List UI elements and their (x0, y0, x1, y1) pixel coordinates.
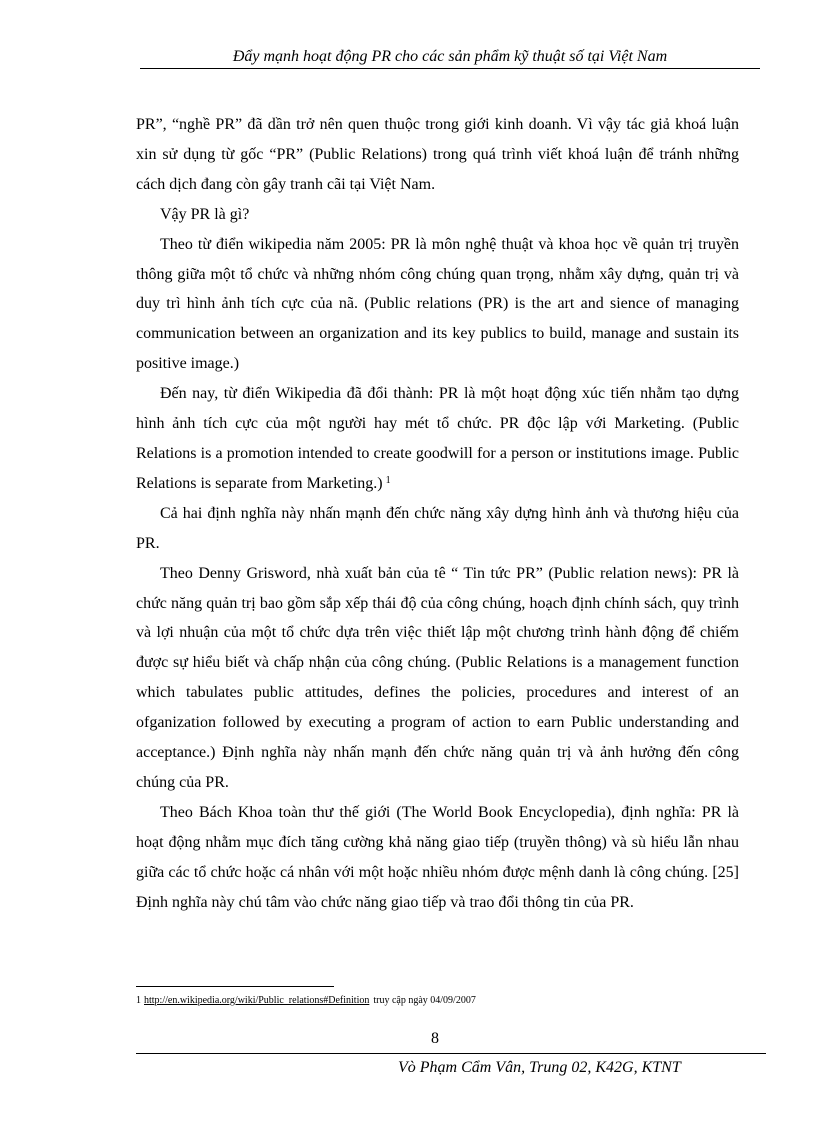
paragraph-wikipedia-current-text: Đến nay, từ điển Wikipedia đã đổi thành: PR là một hoạt động xúc tiến nhằm tạo dựng hình ảnh tích cực của một người hay mét tổ chức. PR độc lập với Marketing. (Public Relations is a promotion intended to create goodwill for a person or institutions image. Public Relations is separate from Marketing.) (136, 385, 739, 492)
header-divider (140, 68, 760, 69)
paragraph-question: Vậy PR là gì? (160, 205, 250, 223)
footer-divider (136, 1053, 766, 1054)
footer-author: Vò Phạm Cẩm Vân, Trung 02, K42G, KTNT (398, 1059, 681, 1076)
footnote-access-date: truy cập ngày 04/09/2007 (373, 995, 476, 1006)
paragraph-wikipedia-current (136, 379, 739, 499)
footnote (136, 994, 476, 1007)
paragraph-continuation: PR”, “nghề PR” đã dần trở nên quen thuộc trong giới kinh doanh. Vì vậy tác giả khoá luận xin sử dụng từ gốc “PR” (Public Relations) trong quá trình viết khoá luận để tránh những cách dịch đang còn gây tranh cãi tại Việt Nam. (136, 116, 739, 193)
page-number: 8 (431, 1030, 439, 1047)
paragraph-wikipedia-2005: Theo từ điển wikipedia năm 2005: PR là môn nghệ thuật và khoa học về quản trị truyền thông giữa một tổ chức và những nhóm công chúng quan trọng, nhằm xây dựng, quản trị và duy trì hình ảnh tích cực của nã. (Public relations (PR) is the art and sience of managing communication between an organization and its key publics to build, manage and sustain its positive image.) (136, 235, 739, 373)
footnote-reference[interactable]: 1 (385, 474, 391, 486)
paragraph-both-definitions: Cả hai định nghĩa này nhấn mạnh đến chức năng xây dựng hình ảnh và thương hiệu của PR. (136, 504, 739, 552)
body-text (136, 110, 739, 917)
footnote-divider (136, 986, 334, 987)
paragraph-world-book: Theo Bách Khoa toàn thư thế giới (The World Book Encyclopedia), định nghĩa: PR là hoạt động nhằm mục đích tăng cường khả năng giao tiếp (truyền thông) và sù hiểu lẫn nhau giữa các tổ chức hoặc cá nhân với một hoặc nhiều nhóm được mệnh danh là công chúng. [25] Định nghĩa này chú tâm vào chức năng giao tiếp và trao đổi thông tin của PR. (136, 803, 739, 911)
header-title: Đẩy mạnh hoạt động PR cho các sản phẩm kỹ thuật số tại Việt Nam (232, 48, 668, 65)
footnote-number: 1 (136, 995, 141, 1006)
footnote-link[interactable]: http://en.wikipedia.org/wiki/Public_relations#Definition (144, 995, 370, 1006)
paragraph-denny-grisword: Theo Denny Grisword, nhà xuất bản của tê “ Tin tức PR” (Public relation news): PR là chức năng quản trị bao gồm sắp xếp thái độ của công chúng, hoạch định chính sách, quy trình và lợi nhuận của một tổ chức dựa trên việc thiết lập một chương trình hành động để chiếm được sự hiểu biết và chấp nhận của công chúng. (Public Relations is a management function which tabulates public attitudes, defines the policies, procedures and interest of an ofganization followed by executing a program of action to earn Public understanding and acceptance.) Định nghĩa này nhấn mạnh đến chức năng quản trị và ảnh hưởng đến công chúng của PR. (136, 564, 739, 791)
